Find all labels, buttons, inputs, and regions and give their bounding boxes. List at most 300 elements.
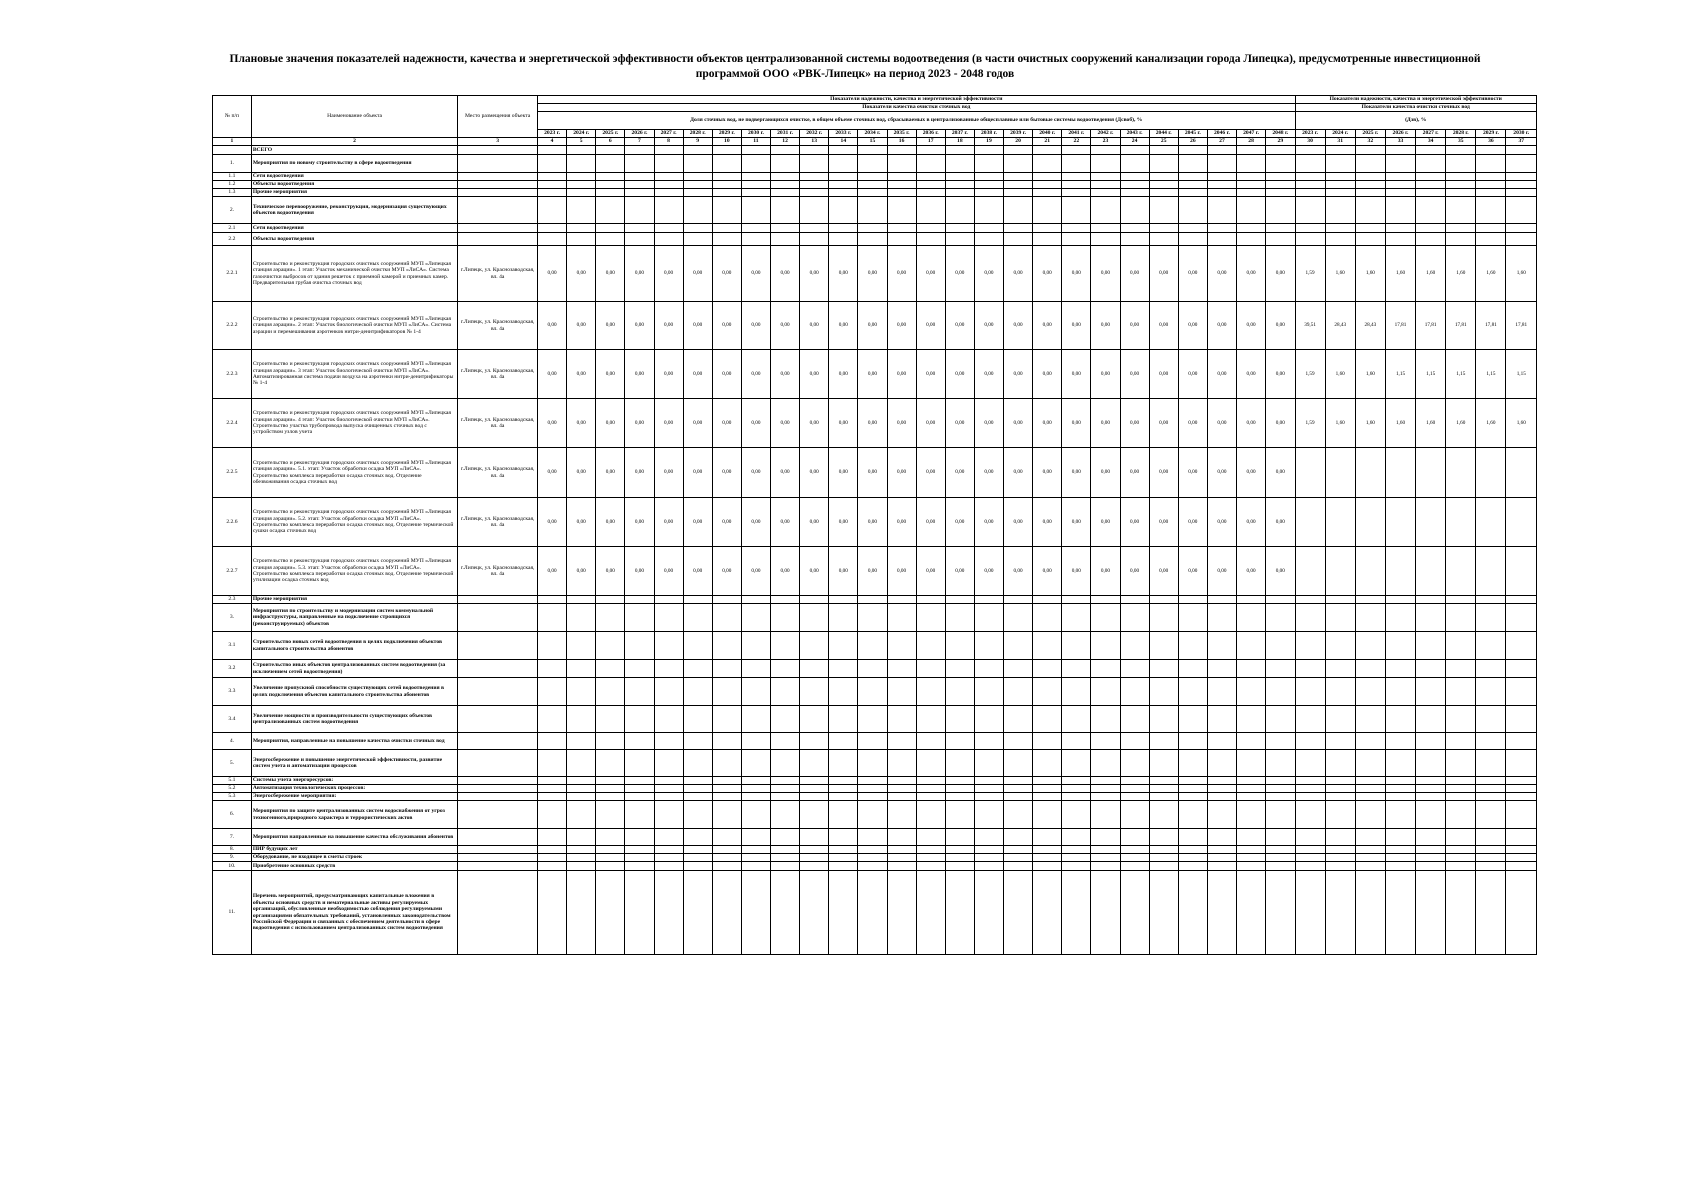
- row-number: [213, 146, 252, 155]
- value-cell: [771, 660, 800, 678]
- value-cell: [771, 793, 800, 801]
- value-cell: [741, 777, 770, 785]
- value-cell: [654, 155, 683, 173]
- value-cell: [771, 750, 800, 777]
- value-cell: [800, 733, 829, 750]
- value-cell: [1446, 224, 1476, 233]
- value-cell: [1207, 155, 1236, 173]
- value-cell: [1325, 785, 1355, 793]
- row-place: [458, 197, 538, 224]
- value-cell: [858, 155, 887, 173]
- value-cell: [1446, 777, 1476, 785]
- value-cell: [1091, 660, 1120, 678]
- value-cell: [1446, 854, 1476, 862]
- value-cell: [887, 173, 916, 181]
- value-cell: [1385, 189, 1415, 197]
- value-cell: [1295, 547, 1325, 596]
- value-cell: [567, 173, 596, 181]
- value-cell: [1446, 498, 1476, 547]
- value-cell: 0,00: [1237, 448, 1266, 498]
- header-year: 2046 г.: [1207, 130, 1236, 138]
- value-cell: [1033, 155, 1062, 173]
- value-cell: [974, 660, 1003, 678]
- value-cell: [1416, 785, 1446, 793]
- value-cell: [683, 785, 712, 793]
- row-name: Строительство и реконструкция городских очистных сооружений МУП «Липецкая станция аэрации». 2 этап: Участок биологической очистки МУП «ЛиСА». Система аэрации и перемешивания аэротенков нитри-денитрификаторов № 1-4: [251, 302, 457, 350]
- value-cell: [1476, 750, 1506, 777]
- value-cell: 0,00: [1062, 302, 1091, 350]
- value-cell: [800, 146, 829, 155]
- value-cell: [916, 706, 945, 733]
- value-cell: [625, 706, 654, 733]
- value-cell: [625, 678, 654, 706]
- value-cell: [625, 155, 654, 173]
- row-place: [458, 189, 538, 197]
- value-cell: [887, 793, 916, 801]
- value-cell: [1120, 197, 1149, 224]
- value-cell: [1237, 224, 1266, 233]
- value-cell: [974, 596, 1003, 604]
- value-cell: 1,60: [1355, 350, 1385, 399]
- value-cell: [654, 829, 683, 846]
- value-cell: [1120, 146, 1149, 155]
- value-cell: [741, 604, 770, 632]
- value-cell: [1355, 189, 1385, 197]
- row-name: Оборудование, не входящее в сметы строек: [251, 854, 457, 862]
- value-cell: 0,00: [712, 498, 741, 547]
- value-cell: [1033, 733, 1062, 750]
- value-cell: 1,60: [1385, 399, 1415, 448]
- value-cell: [1416, 793, 1446, 801]
- value-cell: [1149, 871, 1178, 955]
- value-cell: [741, 862, 770, 871]
- value-cell: [1149, 233, 1178, 246]
- value-cell: [1476, 173, 1506, 181]
- value-cell: [1266, 706, 1295, 733]
- header-num: № п/п: [213, 96, 252, 138]
- value-cell: 0,00: [800, 448, 829, 498]
- value-cell: [858, 862, 887, 871]
- value-cell: 0,00: [712, 350, 741, 399]
- value-cell: [1237, 846, 1266, 854]
- value-cell: [567, 181, 596, 189]
- value-cell: [567, 801, 596, 829]
- value-cell: 0,00: [800, 498, 829, 547]
- value-cell: [683, 862, 712, 871]
- value-cell: [1446, 706, 1476, 733]
- value-cell: 0,00: [858, 350, 887, 399]
- value-cell: [1120, 750, 1149, 777]
- value-cell: [1149, 777, 1178, 785]
- value-cell: 0,00: [654, 302, 683, 350]
- value-cell: [1355, 596, 1385, 604]
- value-cell: 0,00: [1033, 448, 1062, 498]
- row-name: Строительство новых сетей водоотведения в целях подключения объектов капитального строительства абонентов: [251, 632, 457, 660]
- value-cell: [858, 146, 887, 155]
- value-cell: [1207, 733, 1236, 750]
- value-cell: 0,00: [916, 246, 945, 302]
- value-cell: [712, 146, 741, 155]
- value-cell: [974, 793, 1003, 801]
- header-group-right: Показатели надежности, качества и энергетической эффективности: [1295, 96, 1537, 104]
- value-cell: [1385, 547, 1415, 596]
- value-cell: [1207, 862, 1236, 871]
- value-cell: [1149, 197, 1178, 224]
- value-cell: [829, 801, 858, 829]
- row-number: 2.: [213, 197, 252, 224]
- value-cell: [1033, 793, 1062, 801]
- value-cell: [887, 854, 916, 862]
- value-cell: [741, 750, 770, 777]
- value-cell: [1149, 706, 1178, 733]
- header-sub-left: Показатели качества очистки сточных вод: [538, 104, 1295, 112]
- value-cell: [1207, 224, 1236, 233]
- value-cell: [916, 173, 945, 181]
- row-place: [458, 173, 538, 181]
- value-cell: [712, 706, 741, 733]
- value-cell: [1091, 854, 1120, 862]
- row-place: [458, 785, 538, 793]
- row-number: 5.3: [213, 793, 252, 801]
- value-cell: 0,00: [1266, 448, 1295, 498]
- value-cell: 1,60: [1355, 246, 1385, 302]
- value-cell: [1325, 854, 1355, 862]
- value-cell: [1416, 448, 1446, 498]
- value-cell: [1120, 660, 1149, 678]
- column-number: 34: [1416, 138, 1446, 146]
- value-cell: [538, 785, 567, 793]
- row-number: 2.2: [213, 233, 252, 246]
- value-cell: [945, 793, 974, 801]
- value-cell: [683, 750, 712, 777]
- value-cell: [829, 173, 858, 181]
- value-cell: [1506, 733, 1537, 750]
- value-cell: [1237, 829, 1266, 846]
- value-cell: [974, 173, 1003, 181]
- column-number: 35: [1446, 138, 1476, 146]
- value-cell: 0,00: [538, 399, 567, 448]
- value-cell: [1062, 854, 1091, 862]
- value-cell: [887, 801, 916, 829]
- value-cell: [1355, 660, 1385, 678]
- value-cell: [654, 233, 683, 246]
- value-cell: [1506, 862, 1537, 871]
- value-cell: [1476, 498, 1506, 547]
- value-cell: [567, 604, 596, 632]
- value-cell: [1091, 862, 1120, 871]
- row-place: г.Липецк, ул. Краснозаводская, вл. 4а: [458, 302, 538, 350]
- value-cell: [625, 181, 654, 189]
- value-cell: [683, 632, 712, 660]
- table-row: [213, 854, 1537, 862]
- value-cell: [974, 750, 1003, 777]
- value-cell: [1237, 862, 1266, 871]
- value-cell: [1295, 596, 1325, 604]
- value-cell: [887, 678, 916, 706]
- value-cell: [1506, 448, 1537, 498]
- value-cell: [1237, 785, 1266, 793]
- value-cell: [974, 189, 1003, 197]
- value-cell: [1091, 224, 1120, 233]
- value-cell: [712, 197, 741, 224]
- row-number: 2.2.6: [213, 498, 252, 547]
- value-cell: [1033, 854, 1062, 862]
- value-cell: [683, 706, 712, 733]
- row-place: [458, 146, 538, 155]
- value-cell: 0,00: [712, 246, 741, 302]
- row-name: Прочие мероприятия: [251, 596, 457, 604]
- value-cell: 0,00: [829, 498, 858, 547]
- value-cell: [1033, 862, 1062, 871]
- value-cell: 0,00: [1178, 547, 1207, 596]
- value-cell: [916, 604, 945, 632]
- value-cell: 0,00: [567, 498, 596, 547]
- value-cell: 28,43: [1355, 302, 1385, 350]
- value-cell: [567, 678, 596, 706]
- value-cell: [1476, 829, 1506, 846]
- value-cell: [683, 146, 712, 155]
- value-cell: [538, 233, 567, 246]
- column-number: 33: [1385, 138, 1415, 146]
- value-cell: [1033, 660, 1062, 678]
- value-cell: [1355, 448, 1385, 498]
- value-cell: [1178, 777, 1207, 785]
- header-year: 2027 г.: [654, 130, 683, 138]
- value-cell: 0,00: [1149, 246, 1178, 302]
- header-year: 2034 г.: [858, 130, 887, 138]
- row-place: г.Липецк, ул. Краснозаводская, вл. 4а: [458, 399, 538, 448]
- value-cell: [1178, 173, 1207, 181]
- value-cell: [1266, 604, 1295, 632]
- header-year: 2028 г.: [683, 130, 712, 138]
- table-row: [213, 750, 1537, 777]
- value-cell: 1,59: [1295, 399, 1325, 448]
- value-cell: [596, 632, 625, 660]
- header-year: 2039 г.: [1004, 130, 1033, 138]
- header-year: 2028 г.: [1446, 130, 1476, 138]
- column-number: 5: [567, 138, 596, 146]
- value-cell: [741, 733, 770, 750]
- value-cell: 0,00: [887, 350, 916, 399]
- table-row: [213, 846, 1537, 854]
- value-cell: [800, 596, 829, 604]
- value-cell: [538, 224, 567, 233]
- value-cell: [1416, 733, 1446, 750]
- value-cell: 0,00: [887, 498, 916, 547]
- value-cell: [1266, 660, 1295, 678]
- row-number: 5.1: [213, 777, 252, 785]
- value-cell: [654, 706, 683, 733]
- value-cell: [974, 862, 1003, 871]
- row-number: 3.1: [213, 632, 252, 660]
- row-number: 3.: [213, 604, 252, 632]
- value-cell: [1295, 197, 1325, 224]
- value-cell: [829, 189, 858, 197]
- column-number: 28: [1237, 138, 1266, 146]
- value-cell: [1446, 547, 1476, 596]
- value-cell: 0,00: [858, 246, 887, 302]
- value-cell: 0,00: [974, 498, 1003, 547]
- value-cell: [1178, 224, 1207, 233]
- value-cell: [858, 777, 887, 785]
- row-number: 2.2.7: [213, 547, 252, 596]
- value-cell: [625, 197, 654, 224]
- value-cell: [800, 862, 829, 871]
- header-year: 2031 г.: [771, 130, 800, 138]
- value-cell: 0,00: [683, 498, 712, 547]
- value-cell: 0,00: [800, 302, 829, 350]
- value-cell: 1,60: [1446, 399, 1476, 448]
- value-cell: [771, 155, 800, 173]
- value-cell: 0,00: [1149, 547, 1178, 596]
- value-cell: [1178, 632, 1207, 660]
- value-cell: 0,00: [1178, 350, 1207, 399]
- header-year: 2038 г.: [974, 130, 1003, 138]
- value-cell: [945, 785, 974, 793]
- value-cell: 1,15: [1416, 350, 1446, 399]
- value-cell: [771, 173, 800, 181]
- value-cell: [1149, 801, 1178, 829]
- value-cell: [538, 793, 567, 801]
- value-cell: [1416, 146, 1446, 155]
- value-cell: [683, 197, 712, 224]
- value-cell: [1506, 596, 1537, 604]
- value-cell: 0,00: [1091, 246, 1120, 302]
- value-cell: [1091, 678, 1120, 706]
- value-cell: [741, 146, 770, 155]
- value-cell: [712, 733, 741, 750]
- header-name: Наименование объекта: [251, 96, 457, 138]
- value-cell: [1033, 750, 1062, 777]
- value-cell: [887, 224, 916, 233]
- value-cell: [1295, 189, 1325, 197]
- value-cell: 0,00: [1062, 448, 1091, 498]
- value-cell: [654, 846, 683, 854]
- value-cell: [1506, 189, 1537, 197]
- value-cell: [741, 846, 770, 854]
- value-cell: 0,00: [1266, 547, 1295, 596]
- value-cell: [1446, 733, 1476, 750]
- value-cell: [1476, 854, 1506, 862]
- row-number: 11.: [213, 871, 252, 955]
- value-cell: [829, 854, 858, 862]
- value-cell: [1506, 233, 1537, 246]
- value-cell: [858, 604, 887, 632]
- value-cell: 0,00: [712, 302, 741, 350]
- value-cell: [1416, 233, 1446, 246]
- value-cell: [1355, 678, 1385, 706]
- value-cell: [596, 733, 625, 750]
- table-row: [213, 498, 1537, 547]
- row-name: Строительство и реконструкция городских очистных сооружений МУП «Липецкая станция аэрации». 5.3. этап: Участок обработки осадка МУП «ЛиСА». Строительство комплекса переработки осадка сточных вод. Отделение термической утилизации осадка сточных вод: [251, 547, 457, 596]
- value-cell: [974, 871, 1003, 955]
- value-cell: [567, 871, 596, 955]
- table-row: [213, 660, 1537, 678]
- header-year: 2023 г.: [1295, 130, 1325, 138]
- value-cell: [974, 632, 1003, 660]
- value-cell: [1178, 155, 1207, 173]
- value-cell: [1091, 871, 1120, 955]
- value-cell: [771, 233, 800, 246]
- row-number: 2.2.3: [213, 350, 252, 399]
- value-cell: [596, 181, 625, 189]
- value-cell: [1266, 733, 1295, 750]
- value-cell: 0,00: [712, 448, 741, 498]
- row-place: [458, 660, 538, 678]
- value-cell: [1207, 793, 1236, 801]
- value-cell: [771, 596, 800, 604]
- value-cell: 0,00: [1237, 547, 1266, 596]
- value-cell: [567, 197, 596, 224]
- value-cell: [741, 854, 770, 862]
- value-cell: 0,00: [858, 498, 887, 547]
- value-cell: [1178, 871, 1207, 955]
- value-cell: 1,15: [1476, 350, 1506, 399]
- value-cell: 0,00: [1207, 547, 1236, 596]
- value-cell: [654, 181, 683, 189]
- value-cell: [1506, 632, 1537, 660]
- column-number: 7: [625, 138, 654, 146]
- column-number: 22: [1062, 138, 1091, 146]
- value-cell: 0,00: [567, 246, 596, 302]
- value-cell: [538, 632, 567, 660]
- column-number: 6: [596, 138, 625, 146]
- column-number: 12: [771, 138, 800, 146]
- value-cell: [683, 173, 712, 181]
- value-cell: [1385, 871, 1415, 955]
- value-cell: [1476, 733, 1506, 750]
- value-cell: [1207, 189, 1236, 197]
- value-cell: [916, 189, 945, 197]
- value-cell: [712, 155, 741, 173]
- value-cell: [1355, 777, 1385, 785]
- value-cell: [1004, 854, 1033, 862]
- value-cell: 0,00: [567, 350, 596, 399]
- value-cell: [1091, 189, 1120, 197]
- row-place: г.Липецк, ул. Краснозаводская, вл. 4а: [458, 547, 538, 596]
- value-cell: [1506, 498, 1537, 547]
- value-cell: [712, 871, 741, 955]
- value-cell: [625, 224, 654, 233]
- value-cell: 0,00: [625, 547, 654, 596]
- value-cell: [1476, 801, 1506, 829]
- value-cell: 0,00: [1237, 302, 1266, 350]
- value-cell: [974, 224, 1003, 233]
- value-cell: 0,00: [625, 350, 654, 399]
- value-cell: 0,00: [683, 350, 712, 399]
- value-cell: 0,00: [916, 448, 945, 498]
- value-cell: 0,00: [1266, 302, 1295, 350]
- value-cell: [1506, 173, 1537, 181]
- value-cell: [916, 146, 945, 155]
- value-cell: [1120, 604, 1149, 632]
- value-cell: [712, 829, 741, 846]
- value-cell: 1,15: [1506, 350, 1537, 399]
- value-cell: 0,00: [1266, 399, 1295, 448]
- value-cell: 0,00: [1178, 448, 1207, 498]
- row-place: [458, 829, 538, 846]
- header-place: Место размещения объекта: [458, 96, 538, 138]
- value-cell: [974, 181, 1003, 189]
- value-cell: [1416, 846, 1446, 854]
- value-cell: [800, 678, 829, 706]
- value-cell: [538, 155, 567, 173]
- column-number: 21: [1033, 138, 1062, 146]
- value-cell: [1091, 785, 1120, 793]
- value-cell: [625, 146, 654, 155]
- value-cell: [1385, 173, 1415, 181]
- value-cell: [683, 871, 712, 955]
